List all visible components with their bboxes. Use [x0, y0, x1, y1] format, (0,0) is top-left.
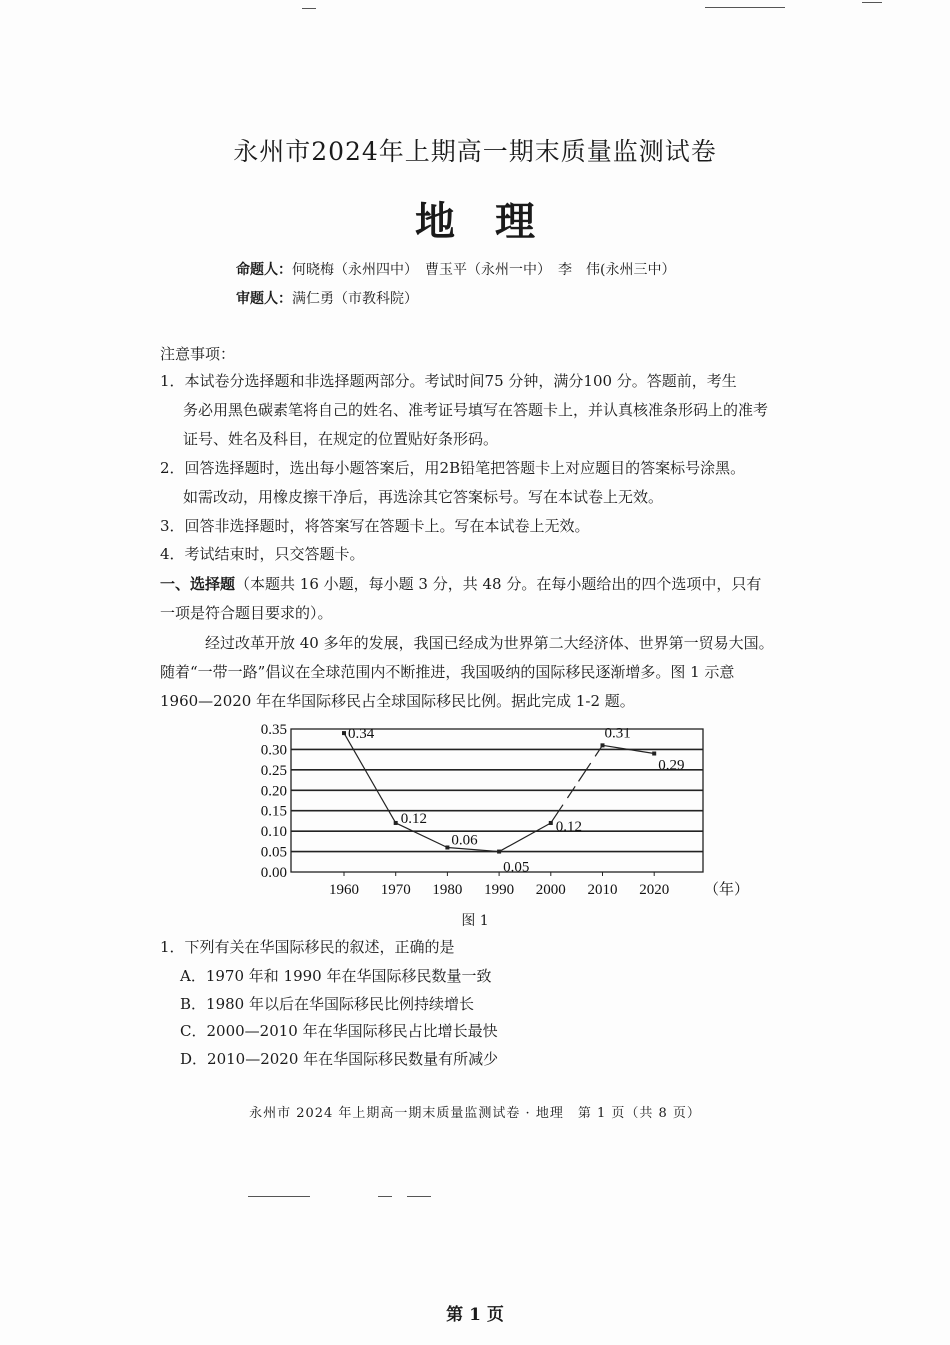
- y-tick-label: 0.30: [260, 742, 287, 759]
- x-tick-label: 2000: [535, 882, 566, 898]
- reviewer: 满仁勇（市教科院）: [292, 291, 418, 307]
- scan-mark: [378, 1196, 392, 1197]
- question-1-option-b: B．1980 年以后在华国际移民比例持续增长: [180, 995, 474, 1013]
- data-label: 0.05: [503, 859, 530, 876]
- data-label: 0.31: [604, 725, 631, 742]
- notice-line: 3．回答非选择题时，将答案写在答题卡上。写在本试卷上无效。: [160, 517, 590, 535]
- x-tick-label: 2020: [639, 882, 670, 898]
- notice-line: 务必用黑色碳素笔将自己的姓名、准考证号填写在答题卡上，并认真核准条形码上的准考: [183, 401, 769, 419]
- section-desc-2: 一项是符合题目要求的）。: [160, 604, 333, 622]
- question-1-option-a: A．1970 年和 1990 年在华国际移民数量一致: [180, 967, 492, 985]
- passage-line: 随着“一带一路”倡议在全球范围内不断推进，我国吸纳的国际移民逐渐增多。图 1 示意: [160, 663, 735, 681]
- data-label: 0.06: [451, 832, 478, 849]
- notice-line: 2．回答选择题时，选出每小题答案后，用2B铅笔把答题卡上对应题目的答案标号涂黑。: [160, 459, 746, 477]
- data-label: 0.29: [658, 757, 685, 774]
- authors-line: [236, 259, 675, 279]
- subject-title: 地理: [415, 198, 575, 245]
- authors: 何晓梅（永州四中） 曹玉平（永州一中） 李 伟(永州三中）: [292, 262, 676, 278]
- data-point: [445, 845, 449, 849]
- data-point: [342, 731, 346, 735]
- data-point: [549, 821, 553, 825]
- data-label: 0.34: [348, 726, 375, 743]
- question-1-option-c: C．2000—2010 年在华国际移民占比增长最快: [180, 1022, 498, 1040]
- notice-line: 4．考试结束时，只交答题卡。: [160, 545, 365, 563]
- notice-heading: 注意事项：: [160, 345, 236, 363]
- y-tick-label: 0.05: [260, 844, 287, 861]
- data-point: [601, 743, 605, 747]
- figure-caption: 图 1: [461, 913, 489, 929]
- x-tick-label: 1990: [484, 882, 515, 898]
- series-segment: [499, 823, 551, 852]
- figure-1-line-chart: [240, 718, 750, 908]
- data-point: [652, 752, 656, 756]
- y-tick-label: 0.20: [260, 783, 287, 800]
- passage-line: 经过改革开放 40 多年的发展，我国已经成为世界第二大经济体、世界第一贸易大国。: [205, 634, 774, 652]
- section-heading-line: [160, 574, 761, 594]
- exam-title: 永州市2024年上期高一期末质量监测试卷: [233, 137, 717, 166]
- y-tick-label: 0.10: [260, 824, 287, 841]
- scan-mark: [862, 2, 882, 3]
- reviewer-line: [236, 288, 418, 308]
- scan-mark: [248, 1196, 310, 1197]
- page-footer: 永州市 2024 年上期高一期末质量监测试卷 · 地理 第 1 页（共 8 页）: [249, 1106, 701, 1121]
- series-segment: [344, 733, 396, 823]
- x-tick-label: 1980: [432, 882, 463, 898]
- data-label: 0.12: [555, 818, 583, 835]
- section-heading: 一、选择题: [160, 575, 236, 593]
- notice-line: 1．本试卷分选择题和非选择题两部分。考试时间75 分钟，满分100 分。答题前，考生: [160, 372, 737, 390]
- section-desc: （本题共 16 小题，每小题 3 分，共 48 分。在每小题给出的四个选项中，只有: [235, 575, 762, 593]
- authors-label: 命题人：: [236, 262, 292, 278]
- data-point: [394, 821, 398, 825]
- scan-mark: [407, 1196, 431, 1197]
- x-tick-label: 2010: [587, 882, 618, 898]
- notice-line: 证号、姓名及科目，在规定的位置贴好条形码。: [183, 430, 499, 448]
- y-tick-label: 0.15: [260, 803, 287, 820]
- data-point: [497, 850, 501, 854]
- x-tick-label: 1960: [329, 882, 359, 898]
- plot-frame: [291, 729, 703, 872]
- question-1-option-d: D．2010—2020 年在华国际移民数量有所减少: [180, 1050, 499, 1068]
- y-tick-label: 0.00: [260, 865, 287, 881]
- scan-mark: [302, 8, 316, 9]
- x-axis-unit: （年）: [704, 882, 750, 898]
- data-label: 0.12: [400, 810, 427, 827]
- y-tick-label: 0.35: [260, 722, 287, 738]
- notice-line: 如需改动，用橡皮擦干净后，再选涂其它答案标号。写在本试卷上无效。: [183, 488, 664, 506]
- y-tick-label: 0.25: [260, 762, 287, 779]
- reviewer-label: 审题人：: [236, 291, 292, 307]
- x-tick-label: 1970: [380, 882, 411, 898]
- page-number: 第 1 页: [446, 1305, 504, 1325]
- scan-mark: [705, 7, 785, 8]
- question-1-stem: 1．下列有关在华国际移民的叙述，正确的是: [160, 938, 455, 956]
- passage-line: 1960—2020 年在华国际移民占全球国际移民比例。据此完成 1-2 题。: [160, 692, 635, 710]
